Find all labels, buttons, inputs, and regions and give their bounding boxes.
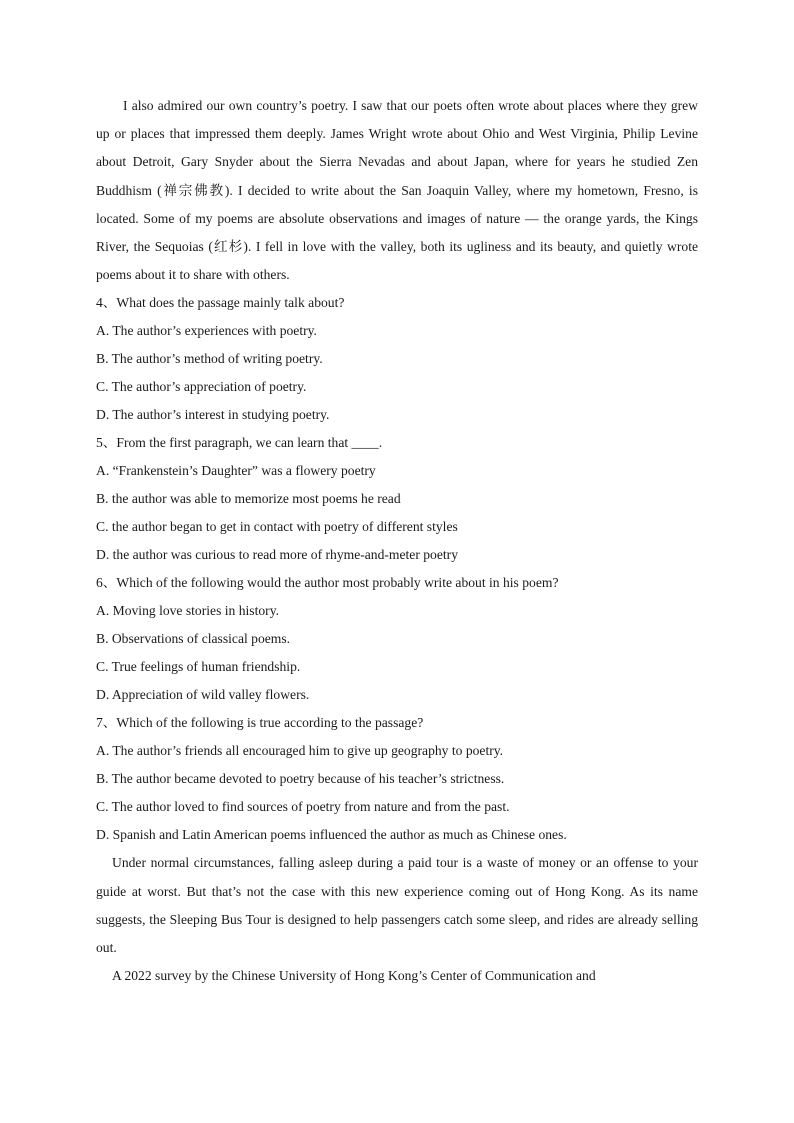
option-a: A. The author’s friends all encouraged him to give up geography to poetry. [96,743,504,759]
option-b: B. The author’s method of writing poetry. [96,351,323,367]
question-6 [96,569,698,709]
option-b: B. the author was able to memorize most poems he read [96,491,401,507]
option-a: A. Moving love stories in history. [96,603,280,619]
option-d: D. The author’s interest in studying poetry. [96,407,330,423]
option-b: B. Observations of classical poems. [96,631,291,647]
question-stem: 4、What does the passage mainly talk about? [96,295,345,311]
next-passage-paragraph-2: A 2022 survey by the Chinese University of Hong Kong’s Center of Communication and [112,968,596,984]
option-d: D. the author was curious to read more of rhyme-and-meter poetry [96,547,458,563]
document-page [96,92,698,990]
option-a: A. The author’s experiences with poetry. [96,323,317,339]
question-stem: 7、Which of the following is true according to the passage? [96,715,424,731]
question-7 [96,709,698,849]
passage-paragraph: I also admired our own country’s poetry. I saw that our poets often wrote about places where they grew up or places that impressed them deeply. James Wright wrote about Ohio and West Virginia, Philip Levine about Detroit, Gary Snyder about the Sierra Nevadas and about Japan, where for years he studied Zen Buddhism (禅宗佛教). I decided to write about the San Joaquin Valley, where my hometown, Fresno, is located. Some of my poems are absolute observations and images of nature — the orange yards, the Kings River, the Sequoias (红杉). I fell in love with the valley, both its ugliness and its beauty, and quietly wrote poems about it to share with others. [96,98,698,283]
option-c: C. The author loved to find sources of poetry from nature and from the past. [96,799,510,815]
option-d: D. Appreciation of wild valley flowers. [96,687,310,703]
option-c: C. True feelings of human friendship. [96,659,301,675]
next-passage-paragraph-1: Under normal circumstances, falling asleep during a paid tour is a waste of money or an offense to your guide at worst. But that’s not the case with this new experience coming out of Hong Kong. As its name suggests, the Sleeping Bus Tour is designed to help passengers catch some sleep, and rides are already selling out. [96,855,698,956]
option-b: B. The author became devoted to poetry because of his teacher’s strictness. [96,771,505,787]
option-d: D. Spanish and Latin American poems influenced the author as much as Chinese ones. [96,827,567,843]
option-c: C. The author’s appreciation of poetry. [96,379,307,395]
option-a: A. “Frankenstein’s Daughter” was a flowery poetry [96,463,376,479]
option-c: C. the author began to get in contact with poetry of different styles [96,519,458,535]
question-stem: 6、Which of the following would the author most probably write about in his poem? [96,575,559,591]
question-5 [96,429,698,569]
question-stem: 5、From the first paragraph, we can learn that ____. [96,435,383,451]
question-4 [96,289,698,429]
